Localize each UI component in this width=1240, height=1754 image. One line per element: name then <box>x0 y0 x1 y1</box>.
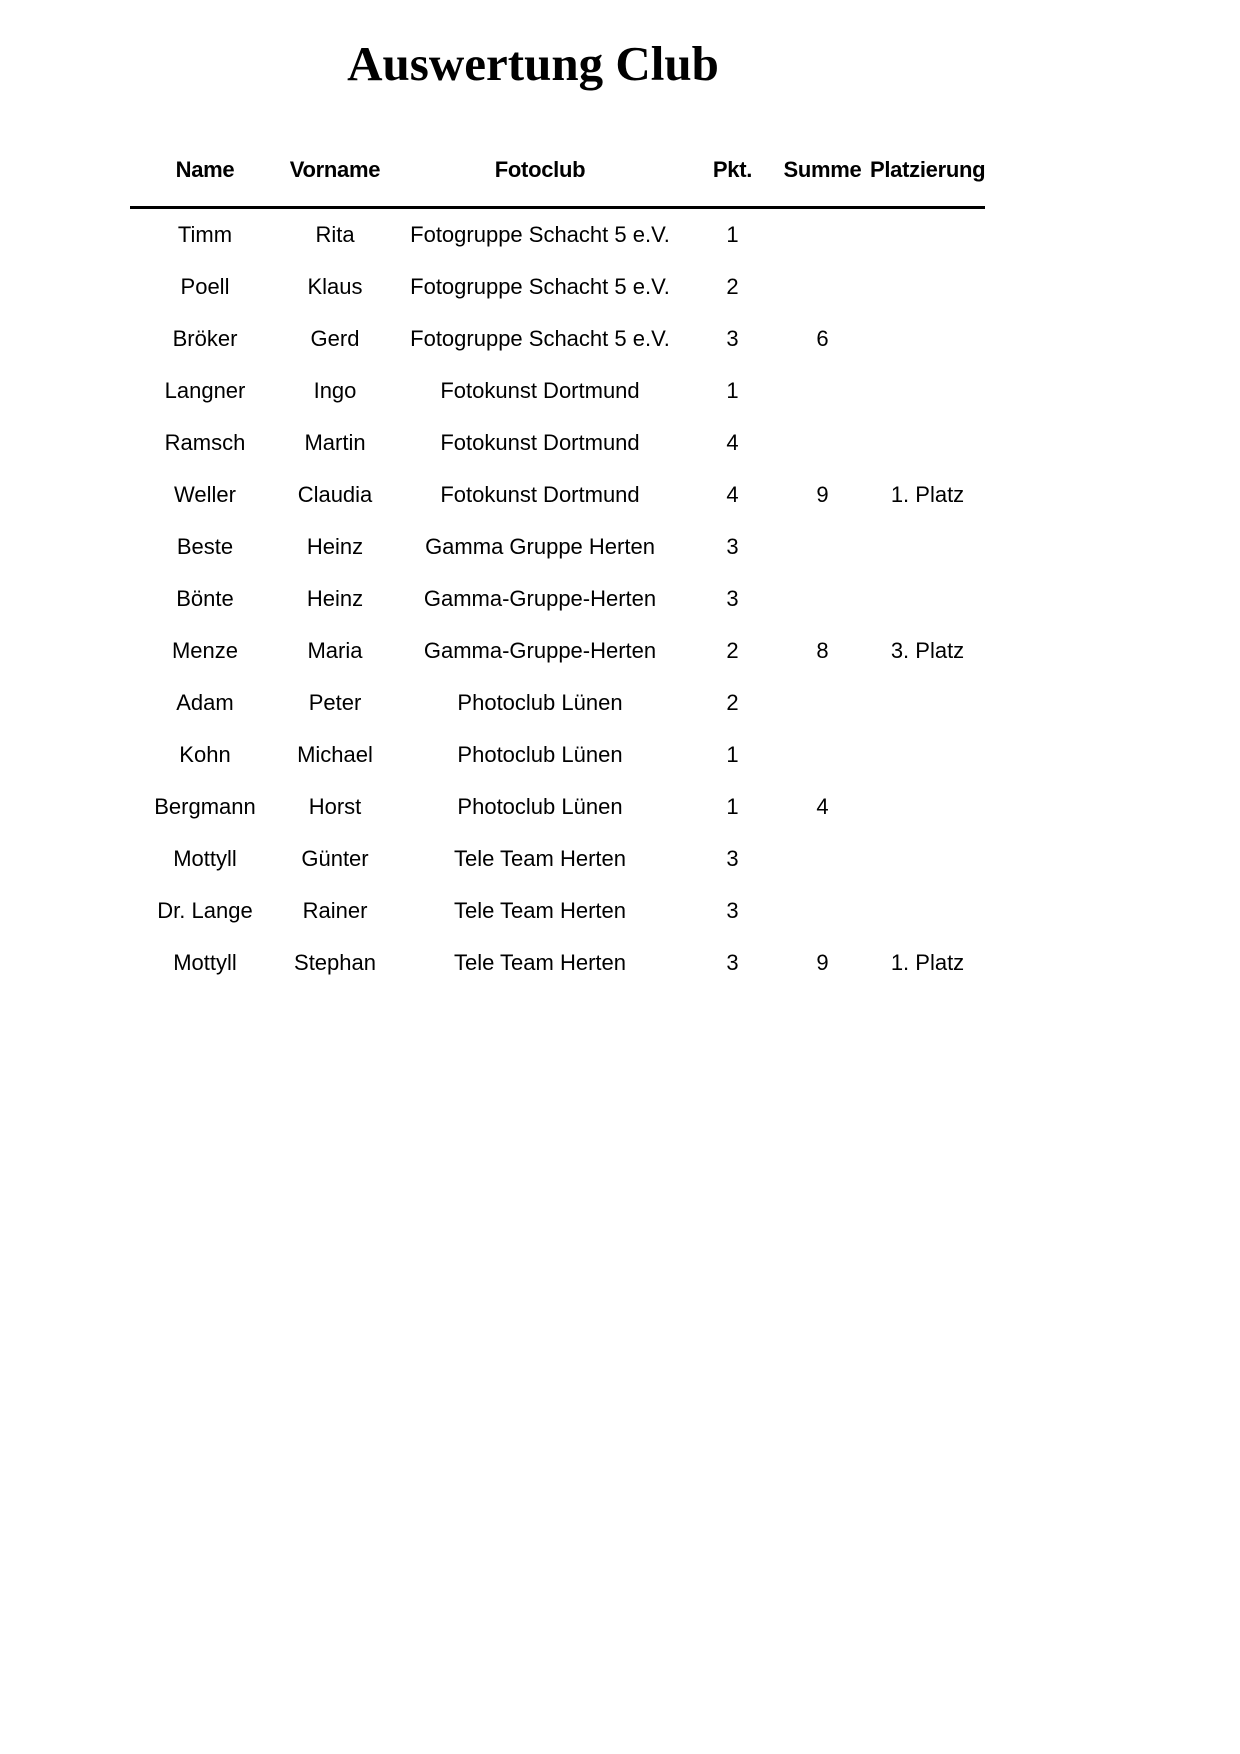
cell-platzierung <box>870 781 985 833</box>
table-row <box>130 937 985 989</box>
table-row <box>130 313 985 365</box>
cell-summe: 9 <box>816 482 829 507</box>
cell-vorname: Klaus <box>307 274 363 299</box>
cell-name: Mottyll <box>173 846 237 871</box>
cell-fotoclub: Fotokunst Dortmund <box>440 430 640 455</box>
page-title: Auswertung Club <box>347 36 719 91</box>
cell-pkt: 3 <box>726 950 739 975</box>
cell-name: Ramsch <box>164 430 246 455</box>
table-row <box>130 677 985 729</box>
cell-summe: 4 <box>816 794 829 819</box>
table-row <box>130 261 985 313</box>
table-row <box>130 365 985 417</box>
cell-platzierung <box>870 417 985 469</box>
cell-fotoclub: Photoclub Lünen <box>457 690 623 715</box>
cell-pkt: 2 <box>726 274 739 299</box>
cell-pkt: 1 <box>726 378 739 403</box>
cell-platzierung <box>870 677 985 729</box>
column-header-summe: Summe <box>775 133 870 208</box>
cell-name: Timm <box>177 222 233 247</box>
cell-name: Beste <box>176 534 234 559</box>
table-row <box>130 833 985 885</box>
cell-vorname: Horst <box>308 794 362 819</box>
column-header-fotoclub: Fotoclub <box>390 133 690 208</box>
cell-name: Bergmann <box>154 794 256 819</box>
table-row <box>130 625 985 677</box>
column-header-pkt: Pkt. <box>690 133 775 208</box>
cell-fotoclub: Fotogruppe Schacht 5 e.V. <box>410 274 670 299</box>
table-row <box>130 573 985 625</box>
cell-vorname: Günter <box>301 846 369 871</box>
table-row <box>130 521 985 573</box>
cell-vorname: Ingo <box>313 378 357 403</box>
cell-platzierung: 3. Platz <box>890 638 965 663</box>
cell-summe <box>775 677 870 729</box>
cell-pkt: 4 <box>726 482 739 507</box>
cell-vorname: Peter <box>308 690 362 715</box>
cell-platzierung <box>870 729 985 781</box>
column-header-vorname: Vorname <box>280 133 390 208</box>
cell-vorname: Rainer <box>302 898 368 923</box>
cell-fotoclub: Gamma Gruppe Herten <box>425 534 655 559</box>
table-row <box>130 885 985 937</box>
cell-pkt: 3 <box>726 586 739 611</box>
column-header-platzierung: Platzierung <box>870 133 985 208</box>
cell-summe <box>775 573 870 625</box>
cell-platzierung <box>870 261 985 313</box>
cell-fotoclub: Tele Team Herten <box>453 898 626 923</box>
cell-summe: 9 <box>816 950 829 975</box>
cell-name: Kohn <box>179 742 231 767</box>
cell-summe <box>775 729 870 781</box>
cell-fotoclub: Tele Team Herten <box>453 950 626 975</box>
cell-name: Weller <box>174 482 236 507</box>
cell-pkt: 1 <box>726 794 739 819</box>
table-row <box>130 781 985 833</box>
cell-platzierung <box>870 208 985 262</box>
cell-fotoclub: Fotogruppe Schacht 5 e.V. <box>410 222 670 247</box>
cell-summe <box>775 833 870 885</box>
table-row <box>130 729 985 781</box>
cell-pkt: 3 <box>726 898 739 923</box>
cell-summe <box>775 365 870 417</box>
cell-name: Langner <box>164 378 246 403</box>
cell-vorname: Heinz <box>306 586 364 611</box>
cell-pkt: 4 <box>726 430 739 455</box>
cell-platzierung <box>870 573 985 625</box>
table-row <box>130 469 985 521</box>
cell-platzierung: 1. Platz <box>890 482 965 507</box>
cell-vorname: Gerd <box>310 326 360 351</box>
cell-platzierung <box>870 313 985 365</box>
cell-fotoclub: Fotokunst Dortmund <box>440 378 640 403</box>
cell-platzierung <box>870 521 985 573</box>
cell-vorname: Rita <box>315 222 355 247</box>
cell-vorname: Michael <box>297 742 373 767</box>
cell-summe <box>775 417 870 469</box>
table-body <box>130 208 985 990</box>
cell-pkt: 3 <box>726 534 739 559</box>
cell-vorname: Heinz <box>306 534 364 559</box>
cell-pkt: 3 <box>726 326 739 351</box>
cell-platzierung <box>870 885 985 937</box>
cell-platzierung <box>870 365 985 417</box>
cell-name: Poell <box>180 274 230 299</box>
cell-platzierung: 1. Platz <box>890 950 965 975</box>
cell-fotoclub: Gamma-Gruppe-Herten <box>423 638 657 663</box>
cell-name: Mottyll <box>173 950 237 975</box>
cell-pkt: 1 <box>726 222 739 247</box>
column-header-name: Name <box>130 133 280 208</box>
cell-summe <box>775 521 870 573</box>
cell-vorname: Maria <box>307 638 363 663</box>
cell-name: Dr. Lange <box>157 898 253 923</box>
cell-name: Bröker <box>172 326 238 351</box>
cell-summe <box>775 208 870 262</box>
cell-pkt: 3 <box>726 846 739 871</box>
cell-summe: 6 <box>816 326 829 351</box>
cell-name: Menze <box>171 638 239 663</box>
cell-pkt: 2 <box>726 690 739 715</box>
cell-fotoclub: Photoclub Lünen <box>457 742 623 767</box>
cell-fotoclub: Photoclub Lünen <box>457 794 623 819</box>
results-table <box>130 133 985 989</box>
cell-fotoclub: Tele Team Herten <box>453 846 626 871</box>
cell-fotoclub: Fotokunst Dortmund <box>440 482 640 507</box>
cell-vorname: Martin <box>304 430 366 455</box>
cell-summe: 8 <box>816 638 829 663</box>
cell-name: Bönte <box>176 586 234 611</box>
cell-summe <box>775 261 870 313</box>
cell-pkt: 2 <box>726 638 739 663</box>
cell-pkt: 1 <box>726 742 739 767</box>
cell-fotoclub: Fotogruppe Schacht 5 e.V. <box>410 326 670 351</box>
table-header-row <box>130 133 985 208</box>
cell-name: Adam <box>176 690 234 715</box>
table-row <box>130 208 985 262</box>
cell-fotoclub: Gamma-Gruppe-Herten <box>423 586 657 611</box>
table-row <box>130 417 985 469</box>
cell-vorname: Claudia <box>297 482 373 507</box>
cell-platzierung <box>870 833 985 885</box>
cell-vorname: Stephan <box>294 950 376 975</box>
cell-summe <box>775 885 870 937</box>
